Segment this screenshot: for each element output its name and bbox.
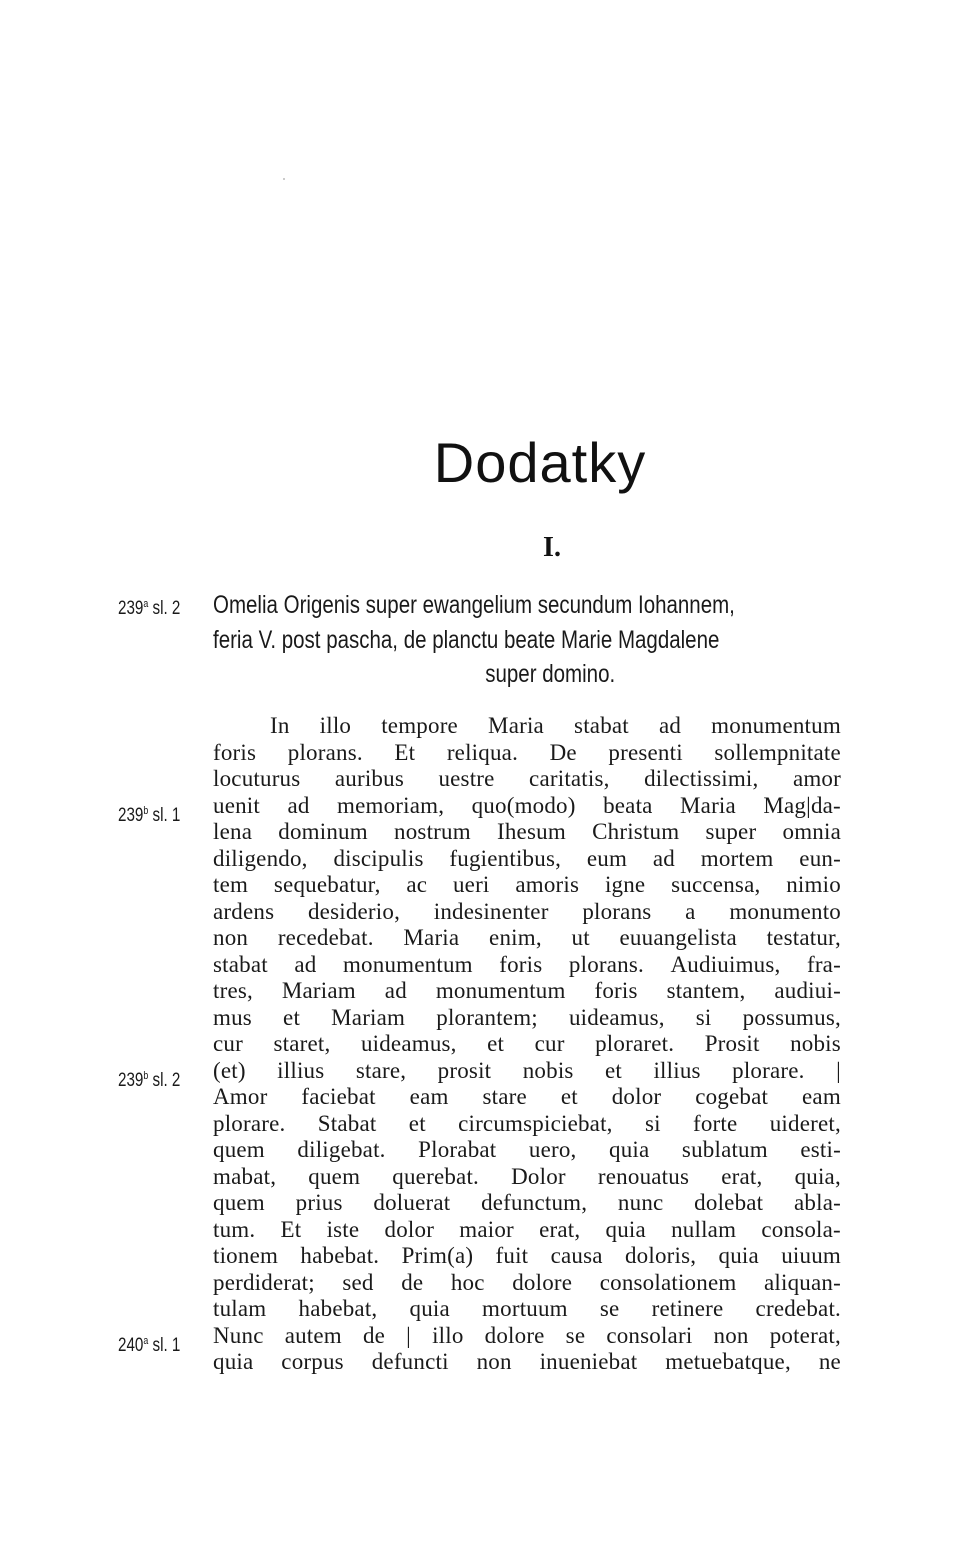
word: cur [534, 1031, 565, 1056]
word: | [836, 1057, 841, 1083]
heading-line-text: super domino. [485, 660, 615, 688]
word: sed [342, 1269, 374, 1295]
word: tem [213, 872, 249, 897]
word: ut [571, 925, 590, 950]
word: monumentum [342, 951, 473, 977]
word: causa [550, 1243, 603, 1268]
word: et [283, 1004, 301, 1030]
margin-note [118, 797, 180, 825]
word: nobis [522, 1057, 574, 1083]
word: stantem, [666, 978, 746, 1003]
word: quia [409, 1296, 450, 1321]
word: amor [792, 766, 841, 791]
text-line [213, 924, 841, 952]
word: In [270, 713, 290, 738]
word: quo(modo) [471, 792, 576, 818]
word: et [560, 1084, 578, 1109]
word: Stabat [317, 1110, 377, 1136]
column-ref: sl. 2 [148, 598, 181, 619]
text-line [213, 1189, 841, 1217]
text-line [213, 898, 841, 926]
folio-side: a [143, 598, 149, 610]
word: uero, [528, 1137, 577, 1162]
word: credebat. [755, 1296, 841, 1321]
word: faciebat [301, 1084, 376, 1109]
word: sollempnitate [714, 739, 841, 765]
word: dilectissimi, [644, 766, 759, 791]
word: doloris, [624, 1243, 697, 1268]
word: nimio [786, 872, 841, 897]
word: diligebat. [297, 1137, 386, 1162]
word: tres, [213, 978, 253, 1003]
word: non [476, 1349, 512, 1374]
text-line [213, 1216, 841, 1244]
word: inueniebat [539, 1349, 638, 1374]
text-line [213, 1242, 841, 1270]
word: Et [394, 739, 416, 765]
word: poterat, [769, 1322, 841, 1348]
word: et [408, 1110, 426, 1136]
word: uestre [438, 766, 495, 791]
word: erat, [539, 1216, 581, 1242]
word: caritatis, [529, 766, 610, 791]
word: forte [692, 1110, 738, 1136]
column-ref: sl. 1 [148, 805, 181, 826]
word: illius [277, 1057, 325, 1083]
word: Maria [488, 713, 544, 738]
word: uenit [213, 792, 260, 818]
word: autem [284, 1322, 342, 1348]
text-line [213, 818, 841, 846]
word: recedebat. [277, 925, 374, 950]
word: Dolor [511, 1163, 566, 1189]
word: presenti [608, 739, 683, 765]
word: si [695, 1004, 712, 1030]
heading-line [0, 661, 960, 687]
word: quem [213, 1190, 265, 1215]
word: tionem [213, 1243, 279, 1268]
margin-note [118, 1327, 180, 1355]
word: ad [294, 951, 317, 977]
word: sequebatur, [273, 872, 381, 897]
word: prosit [437, 1057, 492, 1083]
word: Maria [403, 925, 460, 950]
word: plorans. [568, 951, 644, 977]
folio-side: b [143, 805, 149, 817]
word: uiuum [781, 1243, 841, 1268]
text-line [213, 739, 841, 767]
word: aliquan- [764, 1269, 841, 1295]
word: maior [459, 1216, 514, 1242]
word: succensa, [671, 872, 761, 897]
text-line [213, 1348, 841, 1376]
word: diligendo, [213, 845, 308, 871]
word: reliqua. [446, 739, 519, 765]
word: Mariam [331, 1004, 406, 1030]
word: possumus, [742, 1004, 841, 1030]
word: euuangelista [619, 925, 737, 950]
word: illo [432, 1322, 464, 1348]
word: omnia [782, 819, 841, 844]
word: quia [609, 1137, 650, 1162]
word: hoc [450, 1269, 485, 1295]
word: metuebatque, [665, 1349, 791, 1374]
word: Mariam [281, 978, 356, 1003]
folio-side: a [143, 1335, 149, 1347]
text-line [213, 951, 841, 979]
word: De [549, 739, 577, 765]
word: nunc [617, 1190, 664, 1215]
word: Prosit [704, 1031, 760, 1056]
folio-number: 240 [118, 1335, 144, 1356]
text-line [213, 1163, 841, 1191]
word: discipulis [333, 845, 424, 871]
word: audiui- [774, 978, 841, 1003]
word: plorare. [732, 1057, 805, 1083]
word: ploraret. [595, 1031, 675, 1056]
word: de [401, 1269, 424, 1295]
text-line [213, 1295, 841, 1323]
word: Ihesum [497, 819, 566, 844]
word: stabat [574, 713, 629, 738]
word: de [362, 1322, 386, 1348]
word: plorantem; [436, 1004, 538, 1030]
word: amoris [515, 872, 580, 897]
text-line [213, 1136, 841, 1164]
margin-note [118, 1062, 180, 1090]
word: mortuum [482, 1296, 568, 1321]
word: plorans. [287, 739, 363, 765]
word: stabat [213, 951, 268, 977]
word: fuit [495, 1243, 529, 1268]
word: staret, [273, 1031, 331, 1056]
word: fugientibus, [449, 845, 562, 871]
word: Audiuimus, [670, 951, 781, 977]
word: habebat, [298, 1296, 378, 1321]
word: esti- [800, 1137, 841, 1162]
text-line [213, 765, 841, 793]
word: defuncti [371, 1349, 449, 1374]
word: consolationem [599, 1269, 737, 1295]
word: ad [652, 845, 675, 871]
word: uideamus, [568, 1004, 665, 1030]
word: auribus [334, 766, 404, 791]
word: et [487, 1031, 505, 1056]
word: Prim(a) [401, 1243, 474, 1268]
word: ac [406, 872, 428, 897]
word: ardens [213, 898, 275, 924]
word: eum [586, 845, 628, 871]
text-line [270, 712, 841, 740]
folio-number: 239 [118, 598, 144, 619]
word: defunctum, [481, 1190, 588, 1215]
word: (et) [213, 1057, 246, 1083]
text-line [213, 1004, 841, 1032]
word: Plorabat [418, 1137, 497, 1162]
word: uideret, [769, 1110, 841, 1136]
word: tempore [381, 713, 458, 738]
word: illius [653, 1057, 701, 1083]
word: dolore [484, 1322, 545, 1348]
word: Et [280, 1216, 302, 1242]
word: ne [818, 1349, 841, 1374]
word: corpus [281, 1349, 344, 1374]
word: uideamus, [360, 1031, 457, 1056]
word: Amor [213, 1084, 268, 1109]
word: beata [603, 792, 653, 818]
word: monumento [729, 898, 841, 924]
word: cur [213, 1031, 243, 1056]
word: stare, [355, 1057, 407, 1083]
word: tum. [213, 1216, 256, 1242]
word: a [685, 898, 696, 924]
word: nostrum [394, 819, 471, 844]
text-line [213, 871, 841, 899]
text-line [213, 1269, 841, 1297]
word: erat, [721, 1163, 763, 1189]
column-ref: sl. 1 [148, 1335, 181, 1356]
folio-number: 239 [118, 1070, 144, 1091]
word: dominum [278, 819, 368, 844]
word: nullam [671, 1216, 737, 1242]
word: Mag|da- [763, 792, 841, 818]
word: quem [308, 1163, 361, 1189]
word: igne [604, 872, 646, 897]
word: tulam [213, 1296, 267, 1321]
word: memoriam, [336, 792, 445, 818]
word: dolor [384, 1216, 435, 1242]
word: lena [213, 819, 253, 844]
word: cogebat [695, 1084, 769, 1109]
word: ad [384, 978, 407, 1003]
word: testatur, [766, 925, 841, 950]
word: stare [482, 1084, 527, 1109]
word: quem [213, 1137, 265, 1162]
word: perdiderat; [213, 1269, 315, 1295]
word: desiderio, [307, 898, 401, 924]
word: ad [658, 713, 682, 738]
word: mortem [700, 845, 774, 871]
word: dolebat [694, 1190, 764, 1215]
word: ueri [452, 872, 490, 897]
word: | [406, 1322, 411, 1348]
folio-side: b [143, 1070, 149, 1082]
text-line [213, 1110, 841, 1138]
word: fra- [806, 951, 841, 977]
word: se [599, 1296, 620, 1321]
word: monumentum [435, 978, 566, 1003]
word: quia, [794, 1163, 841, 1189]
heading-line: Omelia Origenis super ewangelium secundum Iohannem, [213, 591, 735, 619]
word: sublatum [681, 1137, 768, 1162]
word: enim, [489, 925, 542, 950]
word: Maria [680, 792, 736, 818]
text-line [213, 845, 841, 873]
margin-note [118, 590, 180, 618]
word: doluerat [373, 1190, 451, 1215]
word: si [644, 1110, 661, 1136]
word: abla- [794, 1190, 841, 1215]
text-line [213, 1322, 841, 1350]
text-line [213, 1030, 841, 1058]
word: foris [499, 951, 543, 977]
word: se [565, 1322, 586, 1348]
word: super [705, 819, 757, 844]
word: Nunc [213, 1322, 264, 1348]
word: querebat. [392, 1163, 480, 1189]
word: illo [319, 713, 352, 738]
column-ref: sl. 2 [148, 1070, 181, 1091]
speck [283, 178, 285, 180]
word: circumspiciebat, [458, 1110, 613, 1136]
word: et [605, 1057, 623, 1083]
word: non [213, 925, 249, 950]
word: mus [213, 1004, 252, 1030]
word: indesinenter [433, 898, 549, 924]
word: quia [213, 1349, 254, 1374]
word: retinere [651, 1296, 724, 1321]
word: locuturus [213, 766, 301, 791]
word: iste [326, 1216, 360, 1242]
word: ad [287, 792, 310, 818]
word: dolor [611, 1084, 662, 1109]
word: quia [605, 1216, 646, 1242]
word: quia [718, 1243, 759, 1268]
word: renouatus [597, 1163, 690, 1189]
word: foris [213, 739, 257, 765]
word: nobis [790, 1031, 841, 1056]
folio-number: 239 [118, 805, 144, 826]
text-line [213, 1057, 841, 1085]
text-line [213, 792, 841, 820]
page-title: Dodatky [433, 431, 647, 494]
word: dolore [512, 1269, 573, 1295]
word: plorans [582, 898, 652, 924]
word: habebat. [300, 1243, 380, 1268]
word: consola- [761, 1216, 841, 1242]
word: non [713, 1322, 749, 1348]
text-line [213, 1083, 841, 1111]
word: monumentum [711, 713, 841, 738]
word: eun- [799, 845, 841, 871]
text-line [213, 977, 841, 1005]
section-number: I. [543, 532, 561, 563]
word: Christum [592, 819, 680, 844]
word: plorare. [213, 1110, 286, 1136]
word: consolari [606, 1322, 693, 1348]
word: eam [409, 1084, 449, 1109]
word: eam [802, 1084, 841, 1109]
word: mabat, [213, 1163, 277, 1189]
heading-line: feria V. post pascha, de planctu beate Marie Magdalene [213, 626, 720, 654]
word: foris [594, 978, 638, 1003]
word: prius [295, 1190, 343, 1215]
